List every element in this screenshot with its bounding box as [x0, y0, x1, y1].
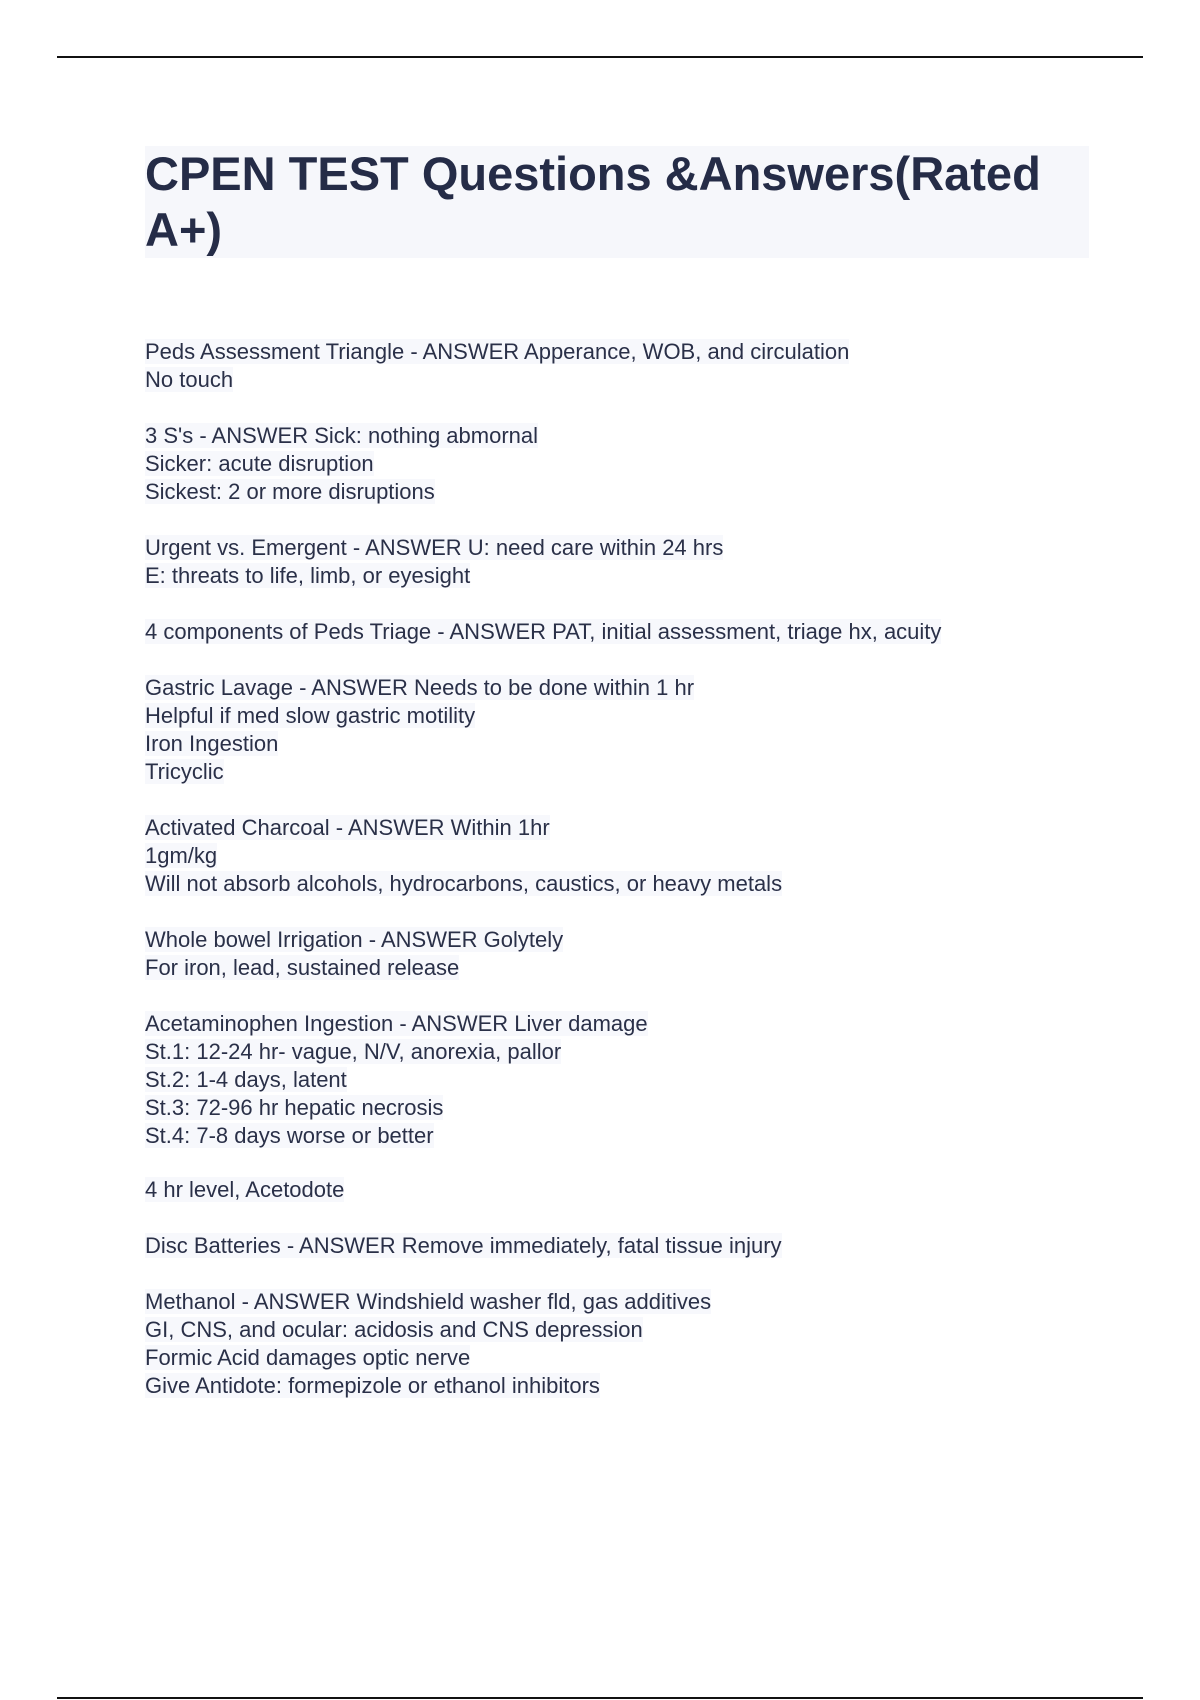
qa-line: St.2: 1-4 days, latent: [145, 1067, 347, 1092]
qa-line: Acetaminophen Ingestion - ANSWER Liver damage: [145, 1011, 648, 1036]
qa-line: Sicker: acute disruption: [145, 451, 374, 476]
footer-rule: [57, 1697, 1143, 1699]
qa-line: Gastric Lavage - ANSWER Needs to be done within 1 hr: [145, 675, 695, 700]
qa-line: Peds Assessment Triangle - ANSWER Apperance, WOB, and circulation: [145, 339, 850, 364]
qa-line: Sickest: 2 or more disruptions: [145, 479, 435, 504]
qa-line: 4 hr level, Acetodote: [145, 1177, 345, 1202]
qa-entry-acetaminophen-ingestion: [145, 1010, 1105, 1150]
qa-line: Give Antidote: formepizole or ethanol inhibitors: [145, 1373, 600, 1398]
qa-line: 4 components of Peds Triage - ANSWER PAT, initial assessment, triage hx, acuity: [145, 619, 942, 644]
qa-entry-peds-assessment-triangle: [145, 338, 1105, 394]
qa-entry-peds-triage: [145, 618, 1105, 646]
qa-line: Formic Acid damages optic nerve: [145, 1345, 471, 1370]
qa-entry-acetaminophen-note: [145, 1176, 1105, 1204]
qa-line: Tricyclic: [145, 759, 224, 784]
qa-line: Urgent vs. Emergent - ANSWER U: need care within 24 hrs: [145, 535, 724, 560]
qa-entry-3-s: [145, 422, 1105, 506]
qa-line: St.3: 72-96 hr hepatic necrosis: [145, 1095, 444, 1120]
qa-line: 3 S's - ANSWER Sick: nothing abmornal: [145, 423, 539, 448]
qa-entry-whole-bowel-irrigation: [145, 926, 1105, 982]
qa-entry-gastric-lavage: [145, 674, 1105, 786]
qa-line: Activated Charcoal - ANSWER Within 1hr: [145, 815, 550, 840]
qa-list: [145, 338, 1105, 1400]
document-title: CPEN TEST Questions &Answers(Rated A+): [145, 147, 1053, 256]
qa-line: E: threats to life, limb, or eyesight: [145, 563, 471, 588]
qa-entry-activated-charcoal: [145, 814, 1105, 898]
qa-line: Methanol - ANSWER Windshield washer fld, gas additives: [145, 1289, 712, 1314]
qa-line: GI, CNS, and ocular: acidosis and CNS depression: [145, 1317, 643, 1342]
qa-line: For iron, lead, sustained release: [145, 955, 460, 980]
qa-line: Whole bowel Irrigation - ANSWER Golytely: [145, 927, 564, 952]
qa-line: No touch: [145, 367, 234, 392]
qa-line: 1gm/kg: [145, 843, 218, 868]
qa-entry-disc-batteries: [145, 1232, 1105, 1260]
qa-entry-methanol: [145, 1288, 1105, 1400]
qa-line: Helpful if med slow gastric motility: [145, 703, 476, 728]
qa-line: St.4: 7-8 days worse or better: [145, 1123, 434, 1148]
qa-entry-urgent-vs-emergent: [145, 534, 1105, 590]
qa-line: Disc Batteries - ANSWER Remove immediately, fatal tissue injury: [145, 1233, 782, 1258]
qa-line: Iron Ingestion: [145, 731, 279, 756]
qa-line: Will not absorb alcohols, hydrocarbons, caustics, or heavy metals: [145, 871, 783, 896]
header-rule: [57, 56, 1143, 58]
qa-line: St.1: 12-24 hr- vague, N/V, anorexia, pallor: [145, 1039, 562, 1064]
